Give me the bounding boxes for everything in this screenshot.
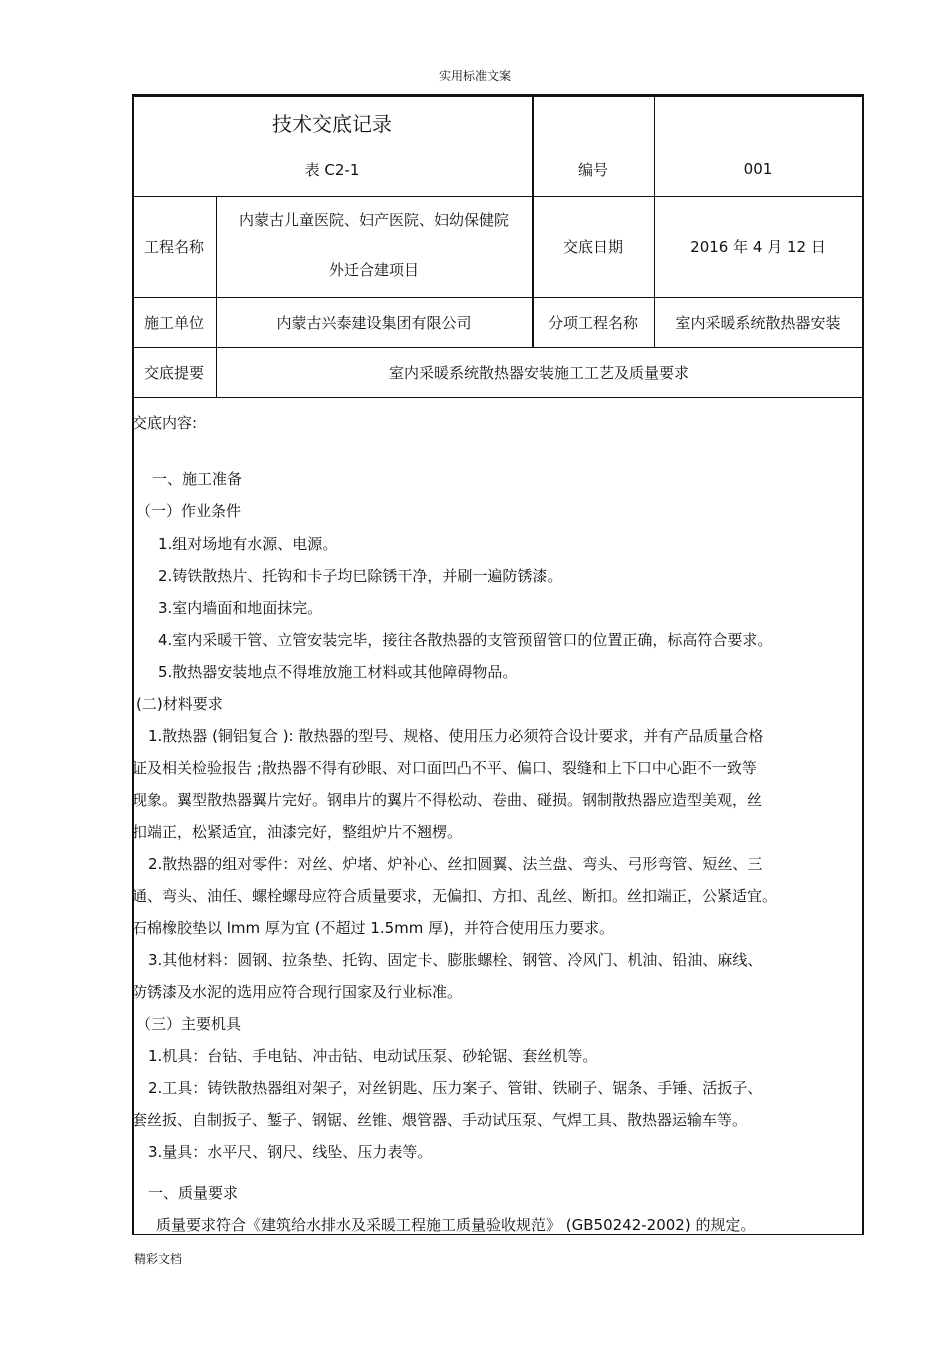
content-line: 证及相关检验报告 ;散热器不得有砂眼、对口面凹凸不平、偏口、裂缝和上下口中心距不一致等	[132, 759, 757, 777]
subitem-value: 室内采暖系统散热器安装	[675, 313, 841, 332]
subsection-heading: (二)材料要求	[136, 695, 223, 713]
disclosure-date-value: 2016 年 4 月 12 日	[690, 238, 826, 256]
form-number: 表 C2-1	[304, 160, 360, 179]
project-name-line2: 外迁合建项目	[328, 260, 419, 279]
content-line: 2.铸铁散热片、托钩和卡子均巳除锈干净，并刷一遍防锈漆。	[158, 567, 563, 585]
content-line: 5.散热器安装地点不得堆放施工材料或其他障碍物品。	[158, 663, 518, 681]
subsection-heading: （三）主要机具	[136, 1015, 242, 1033]
content-line: 现象。翼型散热器翼片完好。钢串片的翼片不得松动、卷曲、碰损。钢制散热器应造型美观，丝	[132, 791, 763, 809]
content-line: 1.组对场地有水源、电源。	[158, 535, 338, 553]
content-line: 防锈漆及水泥的选用应符合现行国家及行业标准。	[132, 983, 463, 1001]
section-heading: 一、质量要求	[148, 1184, 239, 1202]
content-line: 3.量具：水平尺、钢尺、线坠、压力表等。	[148, 1143, 433, 1161]
content-line: 套丝扳、自制扳子、錾子、钢锯、丝锥、煨管器、手动试压泵、气焊工具、散热器运输车等。	[132, 1111, 748, 1129]
content-line: 2.工具：铸铁散热器组对架子，对丝钥匙、压力案子、管钳、铁刷子、锯条、手锤、活扳子、	[148, 1079, 763, 1097]
content-line: 质量要求符合《建筑给水排水及采暖工程施工质量验收规范》 (GB50242-2002) 的规定。	[156, 1216, 756, 1234]
content-line: 通、弯头、油任、螺栓螺母应符合质量要求，无偏扣、方扣、乱丝、断扣。丝扣端正，公紧适宜。	[132, 887, 778, 905]
page-footer-note: 精彩文档	[134, 1252, 183, 1266]
code-value: 001	[743, 160, 773, 178]
page-header-note: 实用标准文案	[438, 69, 511, 83]
record-title: 技术交底记录	[272, 111, 392, 136]
content-line: 3.室内墙面和地面抹完。	[158, 599, 323, 617]
summary-label: 交底提要	[143, 363, 204, 382]
row-divider	[132, 397, 864, 398]
content-line: 2.散热器的组对零件：对丝、炉堵、炉补心、丝扣圆翼、法兰盘、弯头、弓形弯管、短丝、三	[148, 855, 763, 873]
content-line: 4.室内采暖干管、立管安装完毕，接往各散热器的支管预留管口的位置正确，标高符合要求。	[158, 631, 773, 649]
content-line: 1.散热器 (铜铝复合 ): 散热器的型号、规格、使用压力必须符合设计要求，并有产品质量合格	[148, 727, 764, 745]
project-name-label: 工程名称	[143, 238, 204, 256]
disclosure-date-label: 交底日期	[562, 238, 623, 256]
contractor-label: 施工单位	[143, 313, 204, 332]
section-heading: 一、施工准备	[152, 470, 243, 488]
content-line: 1.机具：台钻、手电钻、冲击钻、电动试压泵、砂轮锯、套丝机等。	[148, 1047, 598, 1065]
summary-value: 室内采暖系统散热器安装施工工艺及质量要求	[388, 363, 689, 382]
table-top-border	[132, 94, 864, 97]
content-intro: 交底内容:	[132, 414, 198, 432]
content-line: 扣端正，松紧适宜，油漆完好，整组炉片不翘楞。	[132, 823, 463, 841]
project-name-line1: 内蒙古儿童医院、妇产医院、妇幼保健院	[238, 210, 509, 229]
table-right-border	[862, 94, 864, 1235]
content-line: 石棉橡胶垫以 lmm 厚为宜 (不超过 1.5mm 厚)，并符合使用压力要求。	[132, 919, 615, 937]
subsection-heading: （一）作业条件	[136, 502, 242, 520]
content-line: 3.其他材料：圆钢、拉条垫、托钩、固定卡、膨胀螺栓、钢管、冷风门、机油、铅油、麻线、	[148, 951, 763, 969]
subitem-label: 分项工程名称	[547, 313, 638, 332]
code-label: 编号	[577, 160, 608, 179]
contractor-value: 内蒙古兴泰建设集团有限公司	[276, 313, 472, 332]
